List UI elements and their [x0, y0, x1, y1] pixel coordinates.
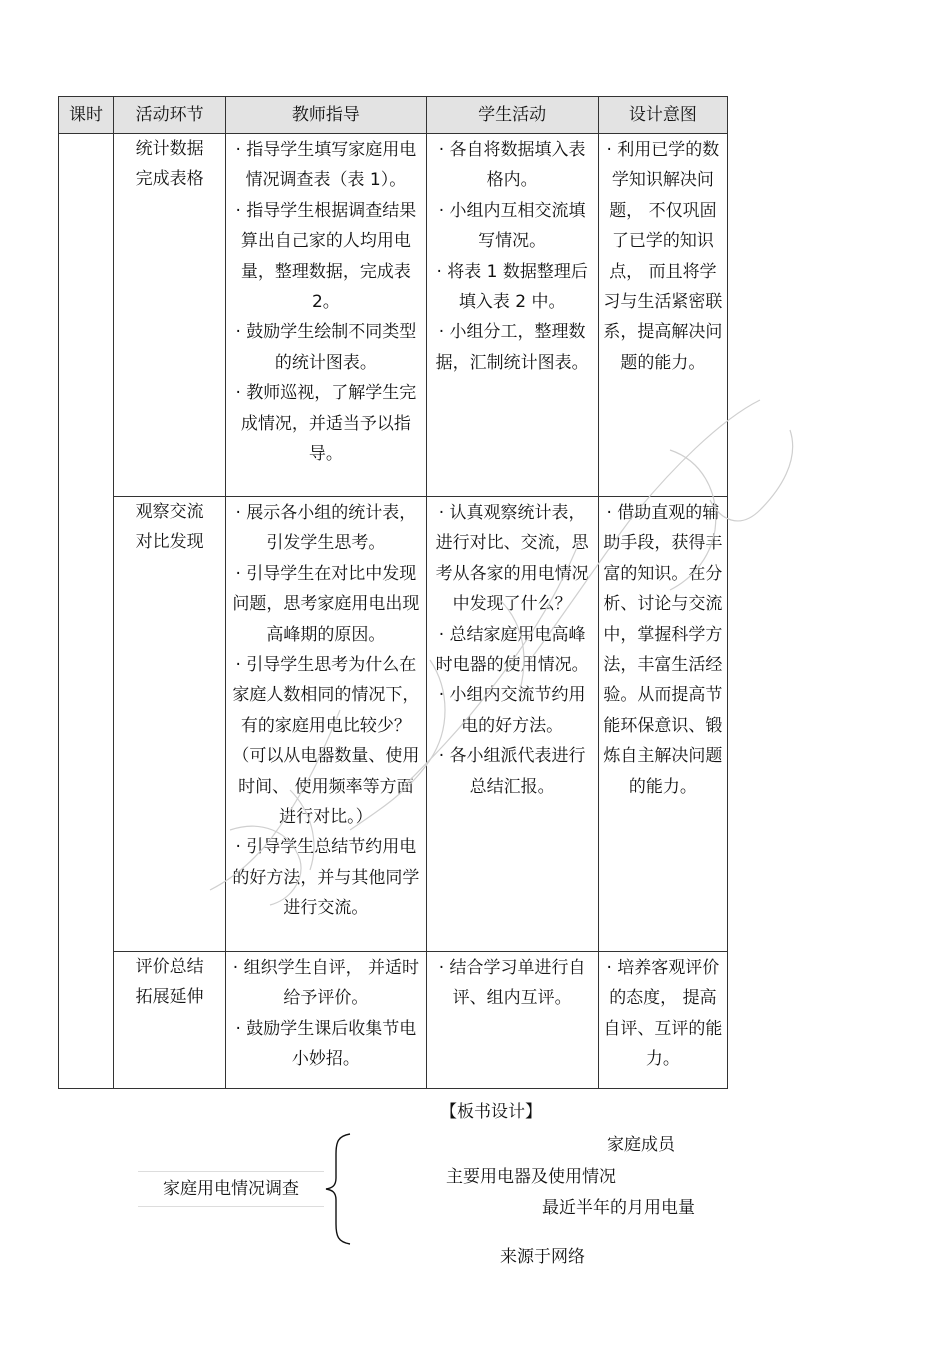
- board-title: 【板书设计】: [440, 1102, 542, 1122]
- student-cell: [426, 952, 598, 1089]
- student-item: · 小组内交流节约用电的好方法。: [438, 685, 586, 736]
- lesson-cell: [59, 134, 114, 1089]
- student-cell: [426, 134, 598, 497]
- header-lesson: 课时: [59, 97, 114, 134]
- intent-cell: [598, 497, 727, 952]
- board-item: 家庭成员: [607, 1135, 675, 1155]
- header-stage: 活动环节: [114, 97, 226, 134]
- table-row: [59, 952, 728, 1089]
- stage-cell: [114, 497, 226, 952]
- table-row: [59, 134, 728, 497]
- student-item: · 总结家庭用电高峰时电器的使用情况。: [435, 624, 589, 676]
- stage-line: 评价总结: [135, 957, 204, 977]
- student-item: · 各自将数据填入表格内。: [438, 140, 586, 191]
- intent-cell: [598, 134, 727, 497]
- stage-line: 统计数据: [135, 139, 204, 159]
- header-intent: 设计意图: [598, 97, 727, 134]
- stage-cell: [114, 134, 226, 497]
- teacher-item: · 鼓励学生绘制不同类型的统计图表。: [235, 322, 417, 373]
- stage-line: 完成表格: [135, 169, 204, 190]
- intent-item: · 培养客观评价的态度， 提高自评、互评的能力。: [603, 958, 723, 1070]
- table-row: [59, 497, 728, 952]
- student-cell: [426, 497, 598, 952]
- header-student: 学生活动: [426, 97, 598, 134]
- board-center-label: 家庭用电情况调查: [138, 1171, 324, 1207]
- header-teacher: 教师指导: [226, 97, 426, 134]
- teacher-item: · 指导学生根据调查结果算出自己家的人均用电量，整理数据，完成表 2。: [235, 200, 417, 313]
- teacher-item: · 指导学生填写家庭用电情况调查表（表 1）。: [235, 140, 417, 191]
- student-item: · 小组内互相交流填写情况。: [438, 200, 586, 252]
- teacher-item: · 展示各小组的统计表，引发学生思考。: [235, 503, 417, 554]
- table-header-row: [59, 97, 728, 134]
- teacher-item: · 组织学生自评， 并适时给予评价。: [232, 958, 419, 1009]
- teacher-item: · 引导学生思考为什么在家庭人数相同的情况下，有的家庭用电比较少？（可以从电器数量、使用时间、 使用频率等方面进行对比。）: [232, 655, 420, 828]
- stage-line: 拓展延伸: [135, 987, 204, 1008]
- stage-line: 观察交流: [135, 502, 204, 522]
- teacher-item: · 教师巡视，了解学生完成情况，并适当予以指导。: [235, 383, 417, 465]
- source-note: 来源于网络: [500, 1247, 585, 1267]
- teacher-item: · 引导学生总结节约用电的好方法，并与其他同学进行交流。: [232, 837, 420, 919]
- student-item: · 各小组派代表进行总结汇报。: [438, 746, 586, 797]
- teacher-item: · 引导学生在对比中发现问题，思考家庭用电出现高峰期的原因。: [232, 563, 420, 645]
- student-item: · 小组分工，整理数据，汇制统计图表。: [435, 322, 589, 373]
- student-item: · 认真观察统计表，进行对比、交流，思考从各家的用电情况中发现了什么？: [435, 503, 589, 615]
- teacher-cell: [226, 952, 426, 1089]
- intent-item: · 借助直观的辅助手段，获得丰富的知识。在分析、讨论与交流中，掌握科学方法，丰富生活经验。从而提高节能环保意识、锻炼自主解决问题的能力。: [603, 503, 723, 797]
- student-item: · 结合学习单进行自评、组内互评。: [438, 958, 586, 1009]
- teacher-cell: [226, 134, 426, 497]
- teacher-cell: [226, 497, 426, 952]
- board-item: 最近半年的月用电量: [542, 1198, 695, 1218]
- curly-brace-icon: [322, 1132, 356, 1246]
- board-item: 主要用电器及使用情况: [446, 1167, 616, 1187]
- lesson-plan-table: [58, 96, 728, 1089]
- intent-item: · 利用已学的数学知识解决问题， 不仅巩固了已学的知识点， 而且将学习与生活紧密联系，提高解决问题的能力。: [603, 140, 723, 373]
- teacher-item: · 鼓励学生课后收集节电小妙招。: [235, 1018, 417, 1070]
- student-item: · 将表 1 数据整理后填入表 2 中。: [436, 261, 588, 313]
- stage-cell: [114, 952, 226, 1089]
- intent-cell: [598, 952, 727, 1089]
- stage-line: 对比发现: [135, 532, 204, 553]
